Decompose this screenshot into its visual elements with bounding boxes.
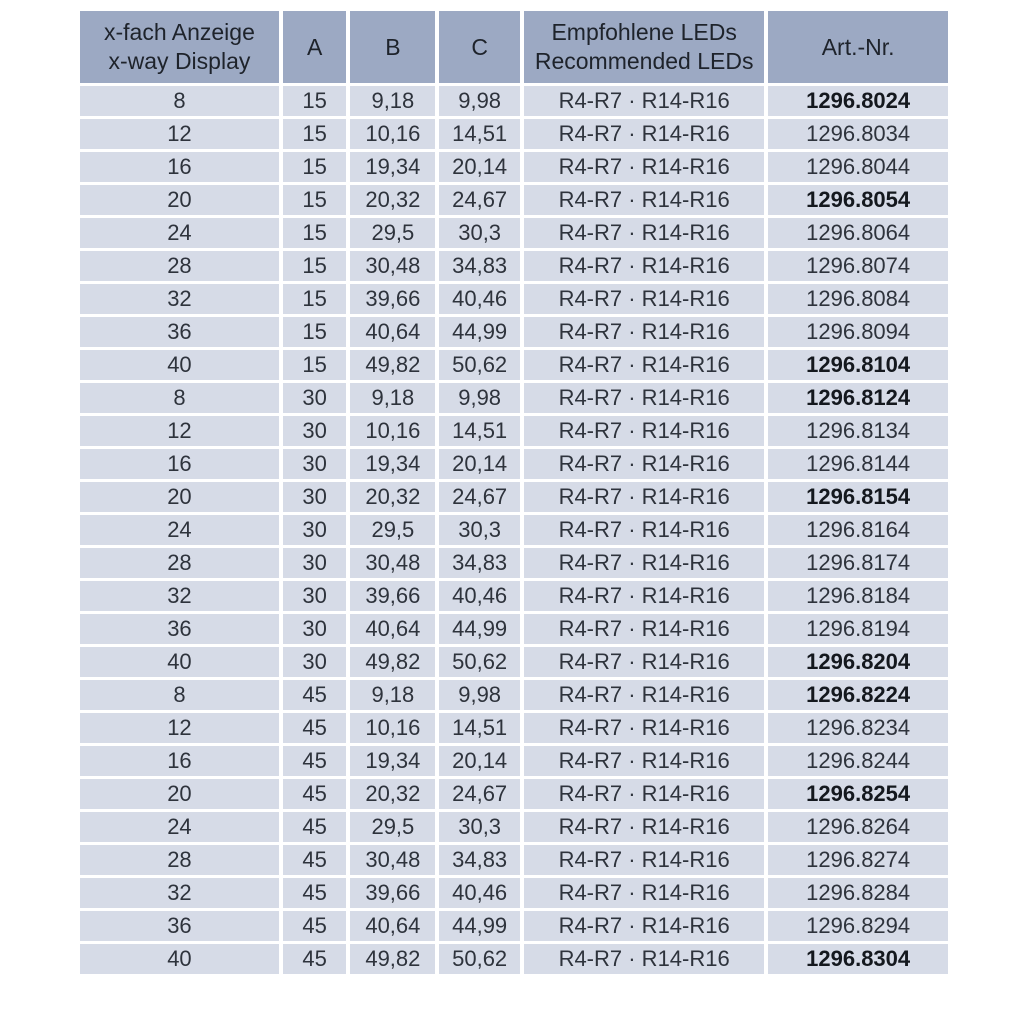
cell-c: 24,67 bbox=[439, 482, 520, 512]
cell-art: 1296.8124 bbox=[768, 383, 948, 413]
cell-art: 1296.8294 bbox=[768, 911, 948, 941]
cell-b: 19,34 bbox=[350, 449, 435, 479]
cell-art: 1296.8024 bbox=[768, 86, 948, 116]
cell-c: 14,51 bbox=[439, 119, 520, 149]
table-row bbox=[80, 713, 948, 743]
cell-leds: R4-R7 · R14-R16 bbox=[524, 152, 764, 182]
cell-a: 15 bbox=[283, 317, 347, 347]
cell-art: 1296.8034 bbox=[768, 119, 948, 149]
cell-art: 1296.8154 bbox=[768, 482, 948, 512]
cell-b: 9,18 bbox=[350, 86, 435, 116]
table-row bbox=[80, 86, 948, 116]
table-header bbox=[80, 11, 948, 83]
cell-leds: R4-R7 · R14-R16 bbox=[524, 614, 764, 644]
table-row bbox=[80, 317, 948, 347]
cell-b: 49,82 bbox=[350, 647, 435, 677]
cell-leds: R4-R7 · R14-R16 bbox=[524, 911, 764, 941]
col-header-leds-en: Recommended LEDs bbox=[534, 48, 754, 74]
cell-art: 1296.8134 bbox=[768, 416, 948, 446]
table-row bbox=[80, 383, 948, 413]
cell-a: 30 bbox=[283, 515, 347, 545]
cell-a: 15 bbox=[283, 185, 347, 215]
table-row bbox=[80, 350, 948, 380]
col-header-display-de: x-fach Anzeige bbox=[104, 19, 255, 46]
cell-display: 28 bbox=[80, 251, 279, 281]
cell-c: 40,46 bbox=[439, 284, 520, 314]
cell-b: 19,34 bbox=[350, 152, 435, 182]
cell-art: 1296.8264 bbox=[768, 812, 948, 842]
cell-b: 49,82 bbox=[350, 350, 435, 380]
cell-art: 1296.8254 bbox=[768, 779, 948, 809]
cell-a: 45 bbox=[283, 878, 347, 908]
table-row bbox=[80, 119, 948, 149]
cell-display: 12 bbox=[80, 713, 279, 743]
cell-b: 49,82 bbox=[350, 944, 435, 974]
cell-c: 9,98 bbox=[439, 383, 520, 413]
cell-b: 29,5 bbox=[350, 515, 435, 545]
cell-display: 40 bbox=[80, 647, 279, 677]
cell-c: 20,14 bbox=[439, 152, 520, 182]
table-row bbox=[80, 647, 948, 677]
table-row bbox=[80, 845, 948, 875]
cell-art: 1296.8234 bbox=[768, 713, 948, 743]
cell-leds: R4-R7 · R14-R16 bbox=[524, 548, 764, 578]
cell-display: 36 bbox=[80, 614, 279, 644]
cell-leds: R4-R7 · R14-R16 bbox=[524, 680, 764, 710]
table-row bbox=[80, 152, 948, 182]
table-row bbox=[80, 284, 948, 314]
cell-b: 30,48 bbox=[350, 251, 435, 281]
cell-art: 1296.8094 bbox=[768, 317, 948, 347]
cell-display: 16 bbox=[80, 152, 279, 182]
table-row bbox=[80, 746, 948, 776]
cell-c: 44,99 bbox=[439, 911, 520, 941]
cell-c: 34,83 bbox=[439, 548, 520, 578]
cell-display: 16 bbox=[80, 746, 279, 776]
cell-display: 28 bbox=[80, 845, 279, 875]
table-row bbox=[80, 944, 948, 974]
table-row bbox=[80, 812, 948, 842]
cell-c: 44,99 bbox=[439, 317, 520, 347]
cell-art: 1296.8144 bbox=[768, 449, 948, 479]
col-header-a: A bbox=[283, 11, 347, 83]
cell-leds: R4-R7 · R14-R16 bbox=[524, 779, 764, 809]
cell-a: 15 bbox=[283, 218, 347, 248]
cell-display: 12 bbox=[80, 416, 279, 446]
cell-a: 30 bbox=[283, 383, 347, 413]
cell-art: 1296.8164 bbox=[768, 515, 948, 545]
cell-c: 24,67 bbox=[439, 779, 520, 809]
cell-leds: R4-R7 · R14-R16 bbox=[524, 383, 764, 413]
cell-display: 32 bbox=[80, 878, 279, 908]
cell-b: 39,66 bbox=[350, 284, 435, 314]
col-header-c: C bbox=[439, 11, 520, 83]
cell-art: 1296.8194 bbox=[768, 614, 948, 644]
cell-leds: R4-R7 · R14-R16 bbox=[524, 845, 764, 875]
cell-display: 32 bbox=[80, 581, 279, 611]
cell-leds: R4-R7 · R14-R16 bbox=[524, 647, 764, 677]
cell-c: 30,3 bbox=[439, 812, 520, 842]
cell-display: 24 bbox=[80, 515, 279, 545]
cell-b: 40,64 bbox=[350, 911, 435, 941]
cell-display: 20 bbox=[80, 185, 279, 215]
table-row bbox=[80, 680, 948, 710]
cell-a: 45 bbox=[283, 779, 347, 809]
cell-a: 30 bbox=[283, 647, 347, 677]
cell-c: 9,98 bbox=[439, 86, 520, 116]
cell-leds: R4-R7 · R14-R16 bbox=[524, 119, 764, 149]
cell-leds: R4-R7 · R14-R16 bbox=[524, 482, 764, 512]
cell-display: 8 bbox=[80, 86, 279, 116]
product-spec-table bbox=[76, 8, 952, 977]
col-header-leds bbox=[524, 11, 764, 83]
cell-a: 30 bbox=[283, 614, 347, 644]
cell-leds: R4-R7 · R14-R16 bbox=[524, 944, 764, 974]
cell-a: 30 bbox=[283, 449, 347, 479]
cell-leds: R4-R7 · R14-R16 bbox=[524, 515, 764, 545]
cell-art: 1296.8174 bbox=[768, 548, 948, 578]
cell-display: 24 bbox=[80, 812, 279, 842]
col-header-b: B bbox=[350, 11, 435, 83]
cell-display: 32 bbox=[80, 284, 279, 314]
cell-leds: R4-R7 · R14-R16 bbox=[524, 449, 764, 479]
table-row bbox=[80, 581, 948, 611]
cell-b: 9,18 bbox=[350, 680, 435, 710]
cell-leds: R4-R7 · R14-R16 bbox=[524, 86, 764, 116]
cell-leds: R4-R7 · R14-R16 bbox=[524, 812, 764, 842]
cell-b: 39,66 bbox=[350, 878, 435, 908]
cell-b: 39,66 bbox=[350, 581, 435, 611]
cell-c: 24,67 bbox=[439, 185, 520, 215]
cell-b: 10,16 bbox=[350, 713, 435, 743]
cell-display: 28 bbox=[80, 548, 279, 578]
cell-c: 50,62 bbox=[439, 944, 520, 974]
cell-display: 8 bbox=[80, 680, 279, 710]
cell-display: 20 bbox=[80, 482, 279, 512]
cell-a: 45 bbox=[283, 911, 347, 941]
cell-c: 14,51 bbox=[439, 416, 520, 446]
cell-art: 1296.8084 bbox=[768, 284, 948, 314]
cell-c: 34,83 bbox=[439, 845, 520, 875]
header-row bbox=[80, 11, 948, 83]
cell-a: 15 bbox=[283, 350, 347, 380]
cell-a: 15 bbox=[283, 86, 347, 116]
cell-art: 1296.8284 bbox=[768, 878, 948, 908]
table-row bbox=[80, 614, 948, 644]
cell-leds: R4-R7 · R14-R16 bbox=[524, 317, 764, 347]
cell-art: 1296.8204 bbox=[768, 647, 948, 677]
cell-art: 1296.8104 bbox=[768, 350, 948, 380]
table-row bbox=[80, 515, 948, 545]
cell-c: 34,83 bbox=[439, 251, 520, 281]
col-header-art-nr: Art.-Nr. bbox=[768, 11, 948, 83]
cell-c: 50,62 bbox=[439, 647, 520, 677]
cell-leds: R4-R7 · R14-R16 bbox=[524, 350, 764, 380]
cell-b: 20,32 bbox=[350, 779, 435, 809]
cell-b: 30,48 bbox=[350, 845, 435, 875]
cell-b: 40,64 bbox=[350, 614, 435, 644]
cell-display: 8 bbox=[80, 383, 279, 413]
cell-c: 44,99 bbox=[439, 614, 520, 644]
table-row bbox=[80, 416, 948, 446]
cell-leds: R4-R7 · R14-R16 bbox=[524, 416, 764, 446]
cell-display: 20 bbox=[80, 779, 279, 809]
cell-art: 1296.8244 bbox=[768, 746, 948, 776]
cell-art: 1296.8064 bbox=[768, 218, 948, 248]
cell-art: 1296.8224 bbox=[768, 680, 948, 710]
cell-c: 14,51 bbox=[439, 713, 520, 743]
cell-display: 36 bbox=[80, 317, 279, 347]
cell-display: 36 bbox=[80, 911, 279, 941]
cell-b: 29,5 bbox=[350, 218, 435, 248]
cell-a: 45 bbox=[283, 746, 347, 776]
cell-a: 45 bbox=[283, 944, 347, 974]
table-row bbox=[80, 185, 948, 215]
cell-a: 15 bbox=[283, 119, 347, 149]
cell-b: 30,48 bbox=[350, 548, 435, 578]
col-header-display bbox=[80, 11, 279, 83]
cell-a: 45 bbox=[283, 680, 347, 710]
cell-c: 9,98 bbox=[439, 680, 520, 710]
cell-a: 30 bbox=[283, 581, 347, 611]
cell-c: 50,62 bbox=[439, 350, 520, 380]
cell-art: 1296.8304 bbox=[768, 944, 948, 974]
cell-a: 15 bbox=[283, 152, 347, 182]
cell-leds: R4-R7 · R14-R16 bbox=[524, 218, 764, 248]
cell-art: 1296.8044 bbox=[768, 152, 948, 182]
cell-art: 1296.8184 bbox=[768, 581, 948, 611]
cell-display: 16 bbox=[80, 449, 279, 479]
cell-art: 1296.8074 bbox=[768, 251, 948, 281]
table-row bbox=[80, 251, 948, 281]
cell-leds: R4-R7 · R14-R16 bbox=[524, 284, 764, 314]
cell-leds: R4-R7 · R14-R16 bbox=[524, 746, 764, 776]
cell-leds: R4-R7 · R14-R16 bbox=[524, 713, 764, 743]
cell-a: 30 bbox=[283, 482, 347, 512]
table-body bbox=[80, 86, 948, 974]
cell-a: 15 bbox=[283, 284, 347, 314]
cell-b: 9,18 bbox=[350, 383, 435, 413]
cell-display: 40 bbox=[80, 350, 279, 380]
cell-leds: R4-R7 · R14-R16 bbox=[524, 581, 764, 611]
cell-art: 1296.8054 bbox=[768, 185, 948, 215]
table-row bbox=[80, 218, 948, 248]
table-row bbox=[80, 911, 948, 941]
cell-display: 40 bbox=[80, 944, 279, 974]
cell-display: 24 bbox=[80, 218, 279, 248]
cell-a: 15 bbox=[283, 251, 347, 281]
cell-c: 20,14 bbox=[439, 449, 520, 479]
cell-b: 40,64 bbox=[350, 317, 435, 347]
table-row bbox=[80, 449, 948, 479]
table-row bbox=[80, 548, 948, 578]
cell-a: 30 bbox=[283, 416, 347, 446]
cell-a: 45 bbox=[283, 845, 347, 875]
cell-b: 20,32 bbox=[350, 185, 435, 215]
cell-leds: R4-R7 · R14-R16 bbox=[524, 251, 764, 281]
cell-a: 45 bbox=[283, 713, 347, 743]
cell-display: 12 bbox=[80, 119, 279, 149]
table-row bbox=[80, 482, 948, 512]
cell-leds: R4-R7 · R14-R16 bbox=[524, 185, 764, 215]
cell-leds: R4-R7 · R14-R16 bbox=[524, 878, 764, 908]
table-row bbox=[80, 779, 948, 809]
table-row bbox=[80, 878, 948, 908]
cell-c: 30,3 bbox=[439, 218, 520, 248]
cell-b: 10,16 bbox=[350, 119, 435, 149]
cell-c: 30,3 bbox=[439, 515, 520, 545]
cell-a: 30 bbox=[283, 548, 347, 578]
col-header-leds-de: Empfohlene LEDs bbox=[551, 19, 737, 46]
cell-b: 10,16 bbox=[350, 416, 435, 446]
cell-b: 29,5 bbox=[350, 812, 435, 842]
cell-b: 20,32 bbox=[350, 482, 435, 512]
cell-c: 40,46 bbox=[439, 581, 520, 611]
cell-a: 45 bbox=[283, 812, 347, 842]
col-header-display-en: x-way Display bbox=[108, 48, 251, 74]
cell-c: 40,46 bbox=[439, 878, 520, 908]
cell-b: 19,34 bbox=[350, 746, 435, 776]
cell-c: 20,14 bbox=[439, 746, 520, 776]
cell-art: 1296.8274 bbox=[768, 845, 948, 875]
